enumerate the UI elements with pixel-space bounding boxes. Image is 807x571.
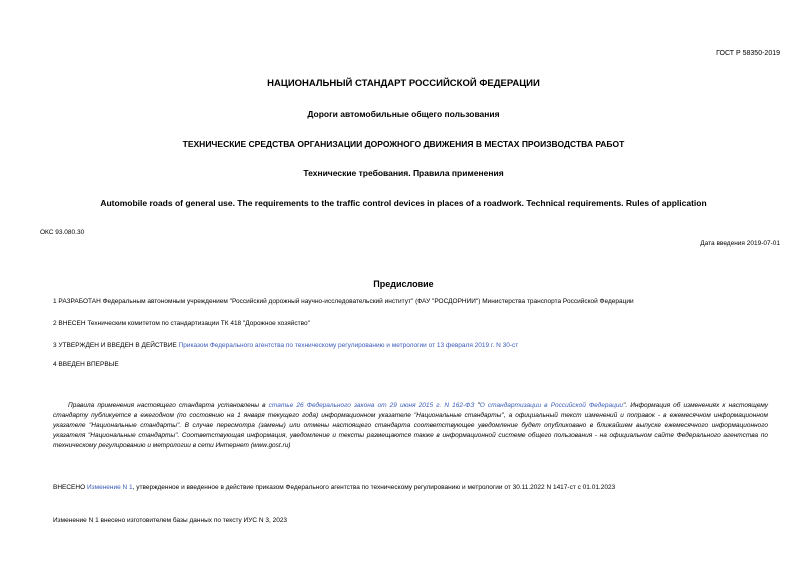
- roads-heading: Дороги автомобильные общего пользования: [307, 109, 500, 119]
- preface-item-submitted: 2 ВНЕСЕН Техническим комитетом по стандартизации ТК 418 "Дорожное хозяйство": [53, 320, 310, 327]
- preface-item-first-introduced: 4 ВВЕДЕН ВПЕРВЫЕ: [53, 361, 119, 368]
- amendment-link[interactable]: Изменение N 1: [86, 484, 133, 491]
- order-link[interactable]: Приказом Федерального агентства по техническому регулированию и метрологии от 13 февраля 2019 г. N 30-ст: [178, 342, 519, 349]
- main-title: ТЕХНИЧЕСКИЕ СРЕДСТВА ОРГАНИЗАЦИИ ДОРОЖНОГО ДВИЖЕНИЯ В МЕСТАХ ПРОИЗВОДСТВА РАБОТ: [182, 139, 625, 149]
- preface-item-approved: [53, 342, 518, 349]
- change-note: Изменение N 1 внесено изготовителем базы данных по тексту ИУС N 3, 2023: [53, 517, 288, 524]
- application-rules-paragraph: [53, 401, 768, 451]
- standard-heading: НАЦИОНАЛЬНЫЙ СТАНДАРТ РОССИЙСКОЙ ФЕДЕРАЦИИ: [267, 78, 540, 89]
- amendment-note: [53, 484, 615, 491]
- english-title: Automobile roads of general use. The requirements to the traffic control devices in places of a roadwork. Technical requirements. Rules of application: [100, 198, 707, 208]
- preface-heading: Предисловие: [373, 279, 434, 289]
- approved-label: 3 УТВЕРЖДЕН И ВВЕДЕН В ДЕЙСТВИЕ: [53, 342, 179, 349]
- document-code: ГОСТ Р 58350-2019: [716, 50, 780, 57]
- preface-item-developed: 1 РАЗРАБОТАН Федеральным автономным учреждением "Российский дорожный научно-исследовательский институт" (ФАУ "РОСДОРНИИ") Министерства транспорта Российской Федерации: [53, 298, 634, 305]
- amendment-suffix: , утвержденное и введенное в действие приказом Федерального агентства по техническому регулированию и метрологии от 30.11.2022 N 1417-ст с 01.01.2023: [132, 484, 616, 491]
- para-text-2: ": [474, 402, 480, 409]
- introduction-date: Дата введения 2019-07-01: [700, 240, 780, 247]
- standardization-law-link[interactable]: О стандартизации в Российской Федерации: [479, 402, 624, 409]
- para-text-1: Правила применения настоящего стандарта установлены в: [68, 402, 269, 409]
- oks-code: ОКС 93.080.30: [40, 229, 85, 236]
- subtitle: Технические требования. Правила применения: [303, 168, 504, 178]
- para-text-3: ". Информация об изменениях к настоящему стандарту публикуется в ежегодном (по состоянию на 1 января текущего года) информационном указателе "Национальные стандарты", а официальный текст изменений и поправок - в ежемесячном информационном указателе "Национальные стандарты". В случае пересмотра (замены) или отмены настоящего стандарта соответствующее уведомление будет опубликовано в ближайшем выпуске ежемесячного информационного указателя "Национальные стандарты". Соответствующая информация, уведомление и тексты размещаются также в информационной системе общего пользования - на официальном сайте Федерального агентства по техническому регулированию и метрологии в сети Интернет (www.gost.ru): [53, 402, 769, 449]
- amendment-prefix: ВНЕСЕНО: [53, 484, 87, 491]
- federal-law-article-link[interactable]: статье 26 Федерального закона от 29 июня 2015 г. N 162-ФЗ: [268, 402, 475, 409]
